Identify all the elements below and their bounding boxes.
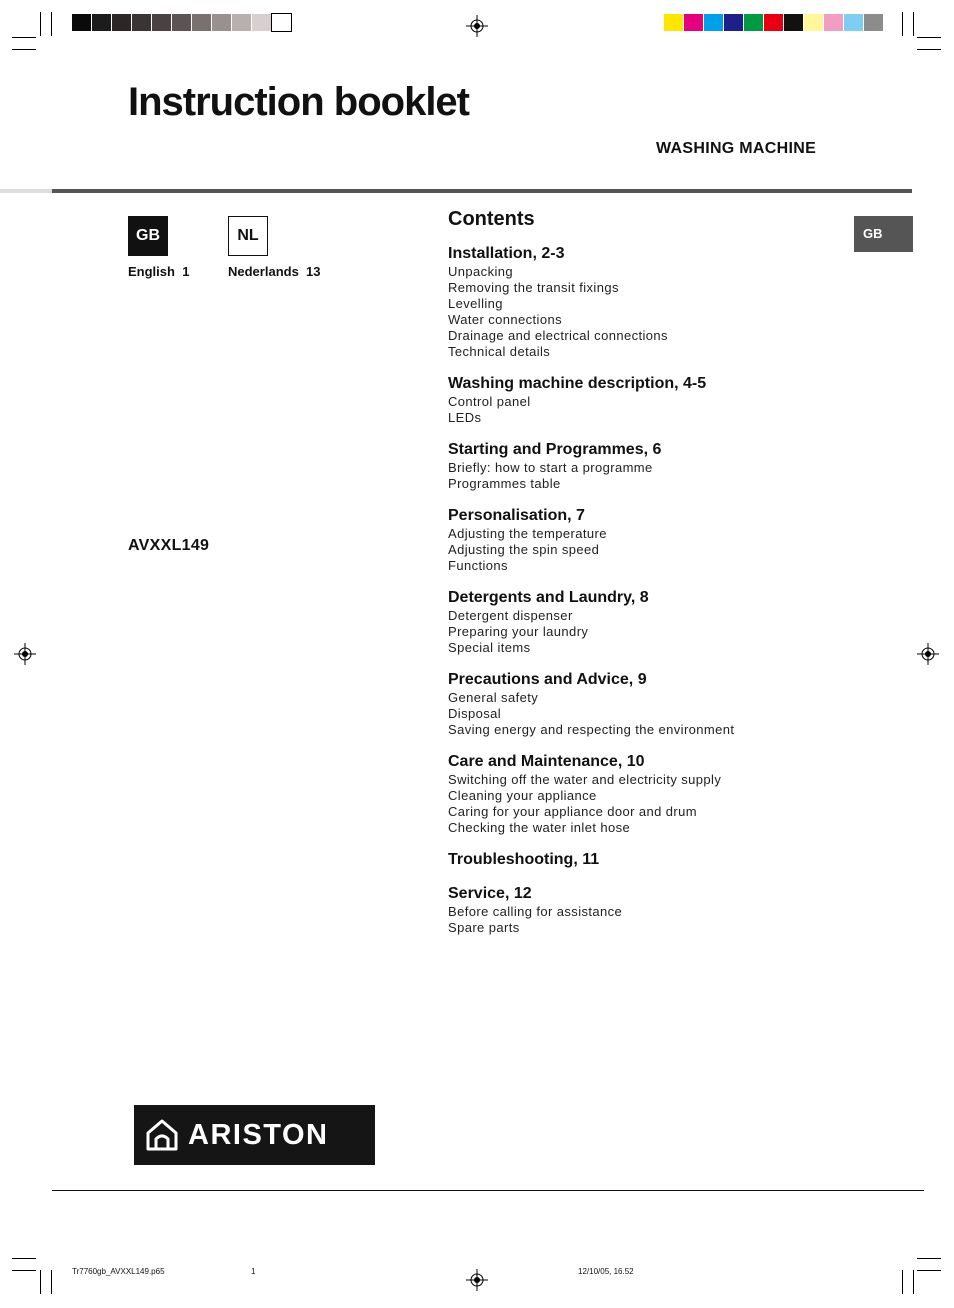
color-swatch — [272, 14, 291, 31]
model-number: AVXXL149 — [128, 537, 210, 554]
section-item: Checking the water inlet hose — [448, 820, 631, 835]
section-item: LEDs — [448, 410, 482, 425]
color-swatch — [864, 14, 883, 31]
contents-section — [448, 670, 848, 738]
color-swatch — [132, 14, 151, 31]
page-title: Instruction booklet — [128, 80, 469, 124]
section-item: Preparing your laundry — [448, 624, 589, 639]
language-label-gb: English 1 — [128, 264, 190, 279]
language-box-nl[interactable]: NL — [228, 216, 268, 256]
contents-section — [448, 850, 848, 870]
section-heading[interactable]: Detergents and Laundry, 8 — [448, 589, 649, 606]
color-swatch — [844, 14, 863, 31]
section-item: Disposal — [448, 706, 502, 721]
section-item: Levelling — [448, 296, 503, 311]
color-swatch — [212, 14, 231, 31]
contents-section — [448, 244, 848, 360]
section-item: Caring for your appliance door and drum — [448, 804, 698, 819]
contents-section — [448, 440, 848, 492]
registration-mark-icon — [14, 643, 36, 665]
color-swatch — [824, 14, 843, 31]
footer-timestamp: 12/10/05, 16.52 — [578, 1267, 634, 1276]
section-item: General safety — [448, 690, 539, 705]
section-heading[interactable]: Washing machine description, 4-5 — [448, 375, 707, 392]
color-swatch — [112, 14, 131, 31]
section-heading[interactable]: Personalisation, 7 — [448, 507, 585, 524]
section-item: Adjusting the temperature — [448, 526, 607, 541]
section-heading[interactable]: Installation, 2-3 — [448, 245, 565, 262]
section-heading[interactable]: Care and Maintenance, 10 — [448, 753, 645, 770]
footer-divider — [52, 1190, 924, 1191]
section-item: Spare parts — [448, 920, 520, 935]
registration-mark-icon — [466, 15, 488, 37]
section-item: Saving energy and respecting the environment — [448, 722, 735, 737]
color-swatch — [72, 14, 91, 31]
color-swatch — [664, 14, 683, 31]
section-item: Control panel — [448, 394, 531, 409]
registration-mark-icon — [917, 643, 939, 665]
section-heading[interactable]: Service, 12 — [448, 885, 532, 902]
ariston-logo — [134, 1105, 375, 1165]
section-heading[interactable]: Troubleshooting, 11 — [448, 851, 600, 868]
language-label-nl: Nederlands 13 — [228, 264, 321, 279]
contents-section — [448, 588, 848, 656]
footer-filename: Tr7760gb_AVXXL149.p65 — [72, 1267, 165, 1276]
section-heading[interactable]: Starting and Programmes, 6 — [448, 441, 662, 458]
contents-section — [448, 752, 848, 836]
brand-name: ARISTON — [188, 1118, 329, 1151]
section-item: Adjusting the spin speed — [448, 542, 600, 557]
language-tab: GB — [854, 216, 913, 252]
table-of-contents — [448, 208, 848, 950]
color-swatch — [152, 14, 171, 31]
language-box-gb[interactable]: GB — [128, 216, 168, 256]
color-swatch — [252, 14, 271, 31]
section-item: Unpacking — [448, 264, 514, 279]
section-item: Switching off the water and electricity supply — [448, 772, 722, 787]
color-swatch — [232, 14, 251, 31]
contents-section — [448, 374, 848, 426]
section-heading[interactable]: Precautions and Advice, 9 — [448, 671, 647, 688]
section-item: Technical details — [448, 344, 551, 359]
section-item: Cleaning your appliance — [448, 788, 597, 803]
color-swatch — [704, 14, 723, 31]
section-item: Water connections — [448, 312, 562, 327]
divider — [0, 189, 52, 193]
section-item: Before calling for assistance — [448, 904, 623, 919]
color-swatch — [192, 14, 211, 31]
color-swatch — [684, 14, 703, 31]
color-swatch — [764, 14, 783, 31]
registration-mark-icon — [466, 1269, 488, 1291]
section-item: Removing the transit fixings — [448, 280, 619, 295]
footer-page: 1 — [251, 1267, 256, 1276]
section-item: Detergent dispenser — [448, 608, 573, 623]
section-item: Drainage and electrical connections — [448, 328, 668, 343]
color-swatch — [804, 14, 823, 31]
section-item: Special items — [448, 640, 531, 655]
color-swatch — [724, 14, 743, 31]
section-item: Programmes table — [448, 476, 561, 491]
color-swatch — [92, 14, 111, 31]
section-item: Functions — [448, 558, 508, 573]
section-item: Briefly: how to start a programme — [448, 460, 653, 475]
color-swatch — [172, 14, 191, 31]
contents-title: Contents — [448, 208, 535, 230]
contents-sections — [448, 244, 848, 936]
color-swatch — [784, 14, 803, 31]
house-icon — [144, 1117, 180, 1153]
contents-section — [448, 884, 848, 936]
color-swatch — [744, 14, 763, 31]
divider — [52, 189, 912, 193]
contents-section — [448, 506, 848, 574]
product-type: WASHING MACHINE — [656, 140, 817, 157]
